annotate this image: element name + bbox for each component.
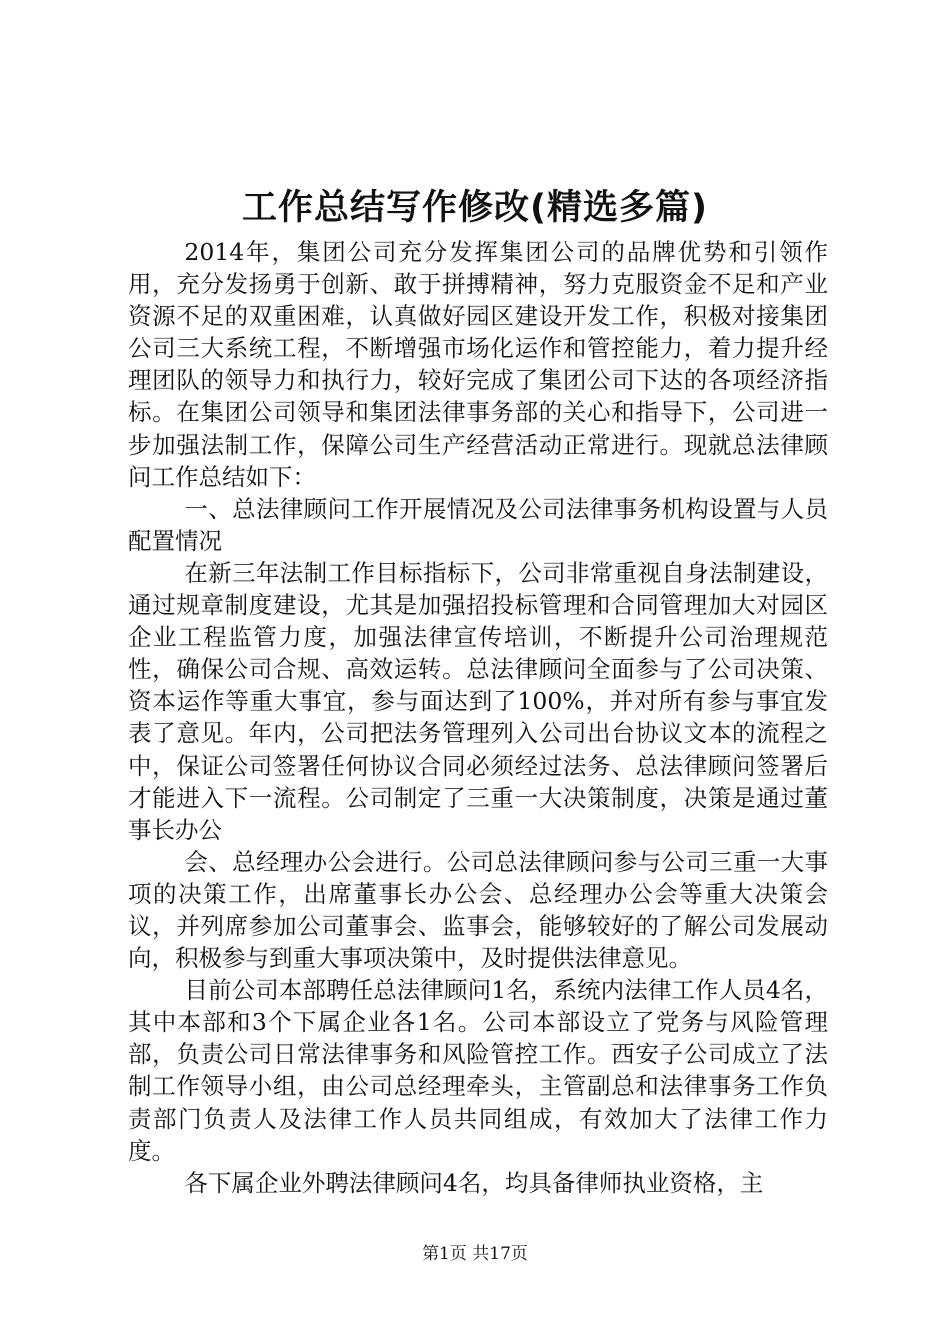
paragraph-staffing: 目前公司本部聘任总法律顾问1名，系统内法律工作人员4名，其中本部和3个下属企业各1名。公司本部设立了党务与风险管理部，负责公司日常法律事务和风险管控工作。西安子公司成立了法制工作领导小组，由公司总经理牵头，主管副总和法律事务工作负责部门负责人及法律工作人员共同组成，有效加大了法律工作力度。 (128, 976, 828, 1165)
paragraph-legal-construction: 在新三年法制工作目标指标下，公司非常重视自身法制建设，通过规章制度建设，尤其是加强招投标管理和合同管理加大对园区企业工程监管力度，加强法律宣传培训，不断提升公司治理规范性，确保公司合规、高效运转。总法律顾问全面参与了公司决策、资本运作等重大事宜，参与面达到了100%，并对所有参与事宜发表了意见。年内，公司把法务管理列入公司出台协议文本的流程之中，保证公司签署任何协议合同必须经过法务、总法律顾问签署后才能进入下一流程。公司制定了三重一大决策制度，决策是通过董事长办公 (128, 558, 828, 844)
section-heading-1: 一、总法律顾问工作开展情况及公司法律事务机构设置与人员配置情况 (128, 494, 828, 555)
paragraph-external-counsel: 各下属企业外聘法律顾问4名，均具备律师执业资格，主 (184, 1168, 764, 1197)
page-number-footer: 第1页 共17页 (422, 1244, 528, 1264)
document-title: 工作总结写作修改(精选多篇) (242, 188, 708, 228)
document-body (128, 236, 828, 1199)
paragraph-decision-meetings: 会、总经理办公会进行。公司总法律顾问参与公司三重一大事项的决策工作，出席董事长办公会、总经理办公会等重大决策会议，并列席参加公司董事会、监事会，能够较好的了解公司发展动向，积极参与到重大事项决策中，及时提供法律意见。 (128, 847, 828, 973)
paragraph-intro: 2014年，集团公司充分发挥集团公司的品牌优势和引领作用，充分发扬勇于创新、敢于拼搏精神，努力克服资金不足和产业资源不足的双重困难，认真做好园区建设开发工作，积极对接集团公司三大系统工程，不断增强市场化运作和管控能力，着力提升经理团队的领导力和执行力，较好完成了集团公司下达的各项经济指标。在集团公司领导和集团法律事务部的关心和指导下，公司进一步加强法制工作，保障公司生产经营活动正常进行。现就总法律顾问工作总结如下： (128, 238, 828, 491)
